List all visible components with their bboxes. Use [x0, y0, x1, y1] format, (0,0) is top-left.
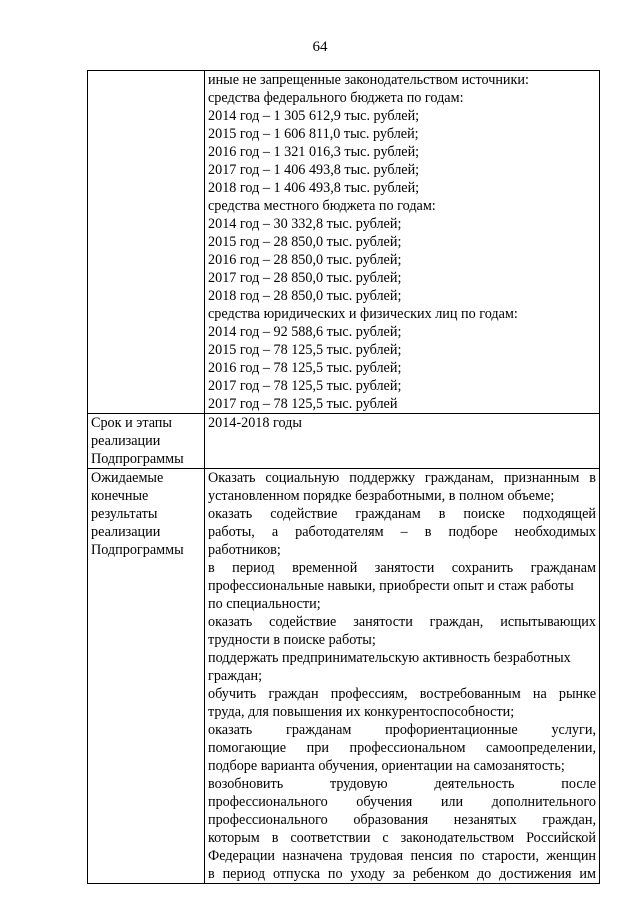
row-label-results — [88, 469, 205, 884]
text-line: средства юридических и физических лиц по годам: — [208, 306, 518, 322]
text-line: в период отпуска по уходу за ребенком до достижения им — [208, 866, 596, 882]
table-row-funding-sources — [88, 71, 600, 414]
text-line: 2014 год – 1 305 612,9 тыс. рублей; — [208, 108, 420, 124]
label-line: результаты — [91, 506, 158, 522]
text-line: подборе варианта обучения, ориентации на самозанятость; — [208, 758, 565, 774]
text-line: 2017 год – 78 125,5 тыс. рублей; — [208, 378, 402, 394]
text-line: 2015 год – 1 606 811,0 тыс. рублей; — [208, 126, 419, 142]
label-line: Подпрограммы — [91, 542, 184, 558]
text-line: установленном порядке безработными, в полном объеме; — [208, 488, 555, 504]
label-line: Подпрограммы — [91, 451, 184, 467]
table-row-expected-results — [88, 469, 600, 884]
text-line: которым в соответствии с законодательством Российской — [208, 830, 596, 846]
text-line: профессиональные навыки, приобрести опыт и стаж работы — [208, 578, 574, 594]
text-line: Федерации назначена трудовая пенсия по старости, женщин — [208, 848, 596, 864]
row-content-funding — [205, 71, 600, 414]
text-line: 2015 год – 78 125,5 тыс. рублей; — [208, 342, 402, 358]
text-line: 2017 год – 1 406 493,8 тыс. рублей; — [208, 162, 420, 178]
text-line: средства федерального бюджета по годам: — [208, 90, 464, 106]
text-line: обучить граждан профессиям, востребованным на рынке — [208, 686, 596, 702]
text-line: оказать содействие занятости граждан, испытывающих — [208, 614, 596, 630]
row-label-empty — [88, 71, 205, 414]
text-line: 2014-2018 годы — [208, 415, 302, 431]
text-line: возобновить трудовую деятельность после — [208, 776, 596, 792]
text-line: 2017 год – 78 125,5 тыс. рублей — [208, 396, 398, 412]
text-line: 2016 год – 1 321 016,3 тыс. рублей; — [208, 144, 420, 160]
text-line: поддержать предпринимательскую активность безработных — [208, 650, 571, 666]
text-line: 2014 год – 92 588,6 тыс. рублей; — [208, 324, 402, 340]
label-line: Ожидаемые — [91, 470, 164, 486]
text-line: Оказать социальную поддержку гражданам, признанным в — [208, 470, 596, 486]
passport-table — [87, 70, 600, 884]
text-line: 2018 год – 1 406 493,8 тыс. рублей; — [208, 180, 420, 196]
text-line: профессионального обучения или дополнительного — [208, 794, 596, 810]
text-line: 2016 год – 78 125,5 тыс. рублей; — [208, 360, 402, 376]
text-line: оказать гражданам профориентационные услуги, — [208, 722, 596, 738]
row-content-results — [205, 469, 600, 884]
row-label-timeline — [88, 414, 205, 469]
text-line: 2017 год – 28 850,0 тыс. рублей; — [208, 270, 402, 286]
text-line: по специальности; — [208, 596, 321, 612]
text-line: работников; — [208, 542, 281, 558]
page-number: 64 — [312, 39, 328, 55]
label-line: реализации — [91, 433, 161, 449]
table-row-timeline — [88, 414, 600, 469]
row-content-timeline — [205, 414, 600, 469]
text-line: помогающие при профессиональном самоопределении, — [208, 740, 596, 756]
text-line: профессионального образования незанятых граждан, — [208, 812, 596, 828]
label-line: Срок и этапы — [91, 415, 172, 431]
text-line: трудности в поиске работы; — [208, 632, 376, 648]
text-line: в период временной занятости сохранить гражданам — [208, 560, 596, 576]
text-line: 2015 год – 28 850,0 тыс. рублей; — [208, 234, 402, 250]
text-line: граждан; — [208, 668, 263, 684]
text-line: работы, а работодателям – в подборе необходимых — [208, 524, 596, 540]
text-line: оказать содействие гражданам в поиске подходящей — [208, 506, 596, 522]
label-line: конечные — [91, 488, 149, 504]
text-line: 2016 год – 28 850,0 тыс. рублей; — [208, 252, 402, 268]
text-line: 2014 год – 30 332,8 тыс. рублей; — [208, 216, 402, 232]
text-line: средства местного бюджета по годам: — [208, 198, 436, 214]
label-line: реализации — [91, 524, 161, 540]
text-line: иные не запрещенные законодательством источники: — [208, 72, 529, 88]
text-line: труда, для повышения их конкурентоспособности; — [208, 704, 515, 720]
text-line: 2018 год – 28 850,0 тыс. рублей; — [208, 288, 402, 304]
